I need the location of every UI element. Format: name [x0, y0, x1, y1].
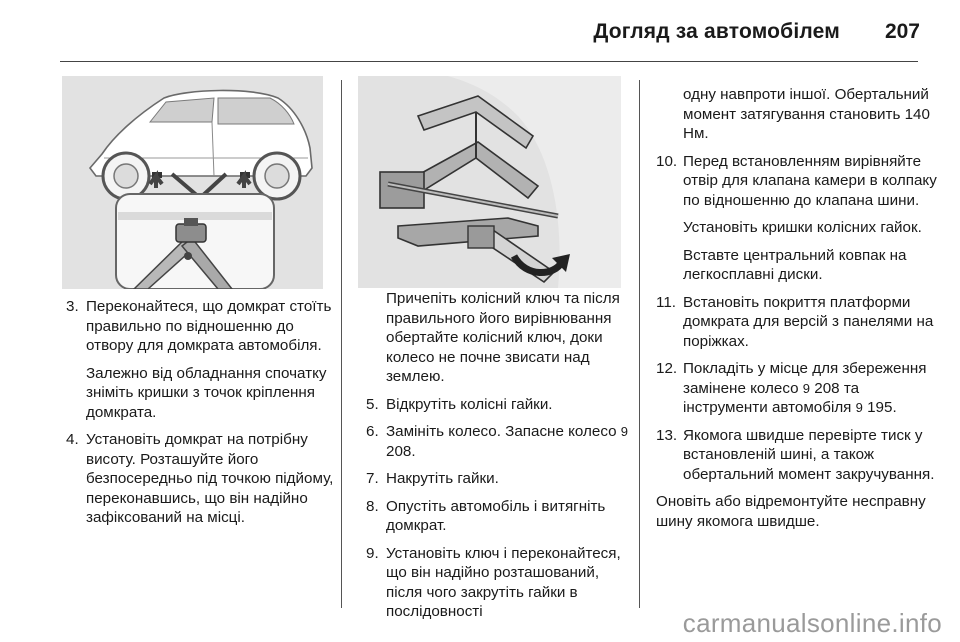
page-reference-link[interactable]: 195. [867, 399, 897, 416]
page-reference-link[interactable]: 208. [386, 442, 416, 460]
watermark: carmanualsonline.info [682, 608, 942, 638]
step-number: 8. [366, 497, 379, 515]
column-3-text [656, 85, 942, 531]
step-number: 11. [656, 293, 676, 311]
step-4 [66, 430, 334, 528]
step-8-text: Опустіть автомобіль і витягніть домкрат. [386, 497, 606, 534]
steps-list-column-2 [366, 395, 634, 622]
steps-list-column-3 [656, 152, 942, 485]
step-number: 3. [66, 298, 79, 315]
step-6 [366, 422, 634, 461]
step-3-paragraph-2: Залежно від обладнання спочатку зніміть кришки з точок кріплення домкрата. [86, 364, 327, 421]
step-8 [366, 497, 634, 536]
step-number: 6. [366, 423, 379, 440]
column-divider-1 [341, 80, 342, 608]
car-jacking-point-illustration [62, 76, 323, 289]
step-4-continuation: Причепіть колісний ключ та після правильного його вирівнювання обертайте колісний ключ, доки колесо не почне звисати над землею. [386, 290, 620, 385]
step-9-continuation: одну навпроти іншої. Обертальний момент затягування становить 140 Нм. [683, 86, 930, 142]
step-10 [656, 152, 942, 285]
step-number: 10. [656, 152, 678, 170]
step-10-paragraph-2: Установіть кришки колісних гайок. [683, 219, 922, 236]
column-divider-2 [639, 80, 640, 608]
step-number: 4. [66, 431, 79, 448]
step-number: 12. [656, 360, 678, 377]
page-reference-icon: 9 [855, 400, 863, 415]
page-reference-icon: 9 [802, 380, 811, 396]
step-9-text: Установіть ключ і переконайтеся, що він надійно розташований, після чого закрутіть гайки в послідовності [386, 544, 621, 620]
step-number: 7. [366, 470, 379, 487]
step-7 [366, 469, 634, 489]
step-3 [66, 297, 334, 422]
step-13-text: Якомога швидше перевірте тиск у встановленій шині, а також обертальний момент закручування. [683, 426, 935, 483]
step-9 [366, 544, 634, 622]
step-number: 13. [656, 426, 678, 444]
step-3-paragraph-1: Переконайтеся, що домкрат стоїть правильно по відношенню до отвору для домкрата автомобіля. [86, 298, 332, 354]
step-12 [656, 359, 942, 418]
page-reference-link[interactable]: 208 та інструменти автомобіля [683, 379, 860, 416]
step-10-paragraph-3: Вставте центральний ковпак на легкосплавні диски. [683, 246, 907, 283]
page-reference-icon: 9 [620, 424, 629, 439]
page-title: Догляд за автомобілем [593, 20, 840, 43]
closing-note: Оновіть або відремонтуйте несправну шину якомога швидше. [656, 493, 926, 530]
step-6-text: Замініть колесо. Запасне колесо [386, 423, 617, 440]
step-5-text: Відкрутіть колісні гайки. [386, 395, 553, 413]
step-4-paragraph-1: Установіть домкрат на потрібну висоту. Розташуйте його безпосередньо під точкою підйому, переконавшись, що він надійно зафіксований на місці. [86, 431, 334, 526]
step-7-text: Накрутіть гайки. [386, 470, 499, 487]
step-11-text: Встановіть покриття платформи домкрата для версій з панелями на поріжках. [683, 293, 934, 350]
jack-crank-illustration [358, 76, 621, 288]
step-12-text: Покладіть у місце для збереження замінене колесо [683, 360, 927, 397]
step-11 [656, 293, 942, 352]
column-2-text [366, 289, 634, 630]
page-header [0, 0, 960, 62]
step-10-paragraph-1: Перед встановленням вирівняйте отвір для клапана камери в колпаку по відношенню до клапана шини. [683, 152, 937, 209]
step-13 [656, 426, 942, 485]
column-1-text [66, 297, 334, 536]
step-5 [366, 395, 634, 415]
header-divider [60, 61, 918, 62]
steps-list-column-1 [66, 297, 334, 528]
step-number: 5. [366, 395, 379, 413]
step-number: 9. [366, 544, 379, 562]
page-number: 207 [884, 20, 920, 43]
